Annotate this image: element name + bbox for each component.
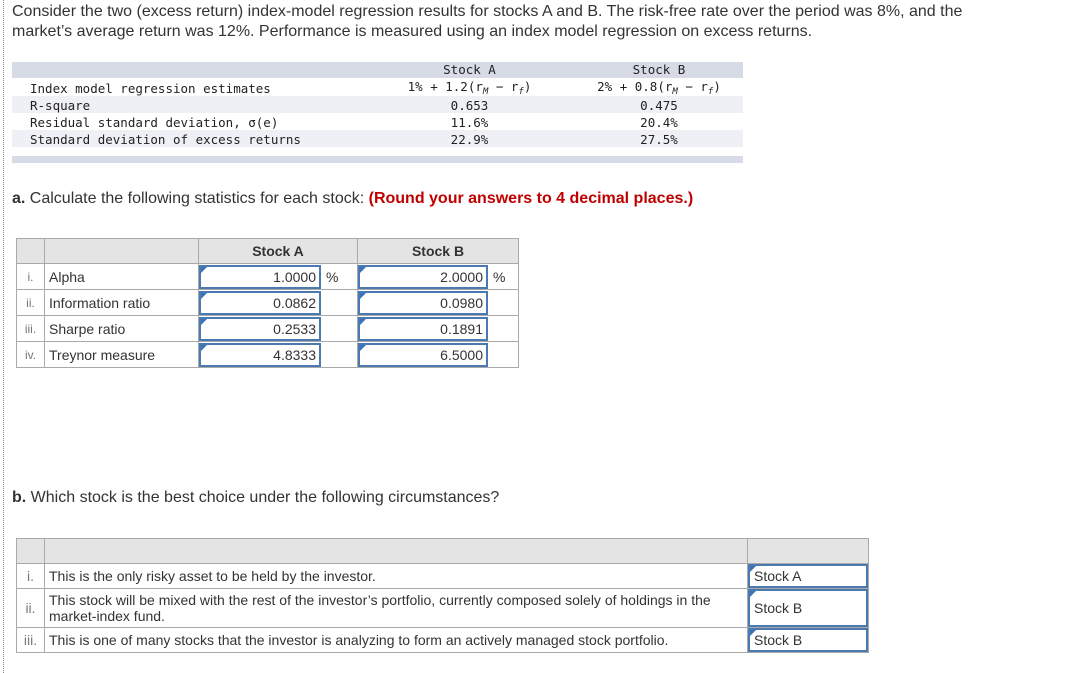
answer-1-value: Stock A	[754, 568, 802, 584]
alpha-b-value: 2.0000	[440, 268, 483, 285]
treynor-b-value: 6.5000	[440, 346, 483, 363]
answer-marker-icon	[360, 345, 366, 351]
part-a-rounding-instruction: (Round your answers to 4 decimal places.)	[368, 190, 694, 207]
row-num: iii.	[17, 628, 45, 653]
eq-b-mid: − r	[677, 79, 708, 94]
label-alpha: Alpha	[45, 264, 199, 290]
eq-a-mid: − r	[488, 79, 519, 94]
row-num: ii.	[17, 290, 45, 316]
header-empty-label	[45, 239, 199, 264]
dropdown-marker-icon	[750, 630, 756, 636]
cell-sharpe-b	[358, 316, 519, 342]
eq-a-sub-m: M	[482, 87, 489, 97]
cell-ir-a	[199, 290, 358, 316]
sharpe-ratio-stock-b-input[interactable]	[358, 317, 488, 341]
percent-unit: %	[326, 268, 339, 285]
answer-marker-icon	[360, 319, 366, 325]
part-b-answer-table	[16, 538, 869, 653]
row-num: iv.	[17, 342, 45, 368]
eq-a-prefix: 1% + 1.2(r	[407, 79, 483, 94]
information-ratio-stock-b-input[interactable]	[358, 291, 488, 315]
answer-select-actively-managed[interactable]	[748, 628, 868, 652]
part-a-question	[12, 190, 693, 208]
circumstance-only-risky-asset: This is the only risky asset to be held by the investor.	[45, 564, 748, 589]
circumstance-2-line-1: This stock will be mixed with the rest of the investor’s portfolio, currently composed solely of holdings in the	[49, 592, 711, 608]
answer-marker-icon	[201, 293, 207, 299]
header-empty-num	[17, 239, 45, 264]
left-dotted-rule	[3, 0, 4, 673]
header-empty-text	[45, 539, 748, 564]
equation-stock-a	[392, 79, 547, 100]
answer-select-mixed-with-index-fund[interactable]	[748, 589, 868, 627]
label-information-ratio: Information ratio	[45, 290, 199, 316]
cell-answer-2	[748, 589, 869, 628]
percent-unit: %	[493, 268, 506, 285]
label-residual-sd: Residual standard deviation, σ(e)	[30, 115, 279, 130]
value-excess-sd-a: 22.9%	[450, 132, 489, 147]
dropdown-marker-icon	[750, 566, 756, 572]
label-index-model: Index model regression estimates	[30, 81, 271, 96]
alpha-stock-b-input[interactable]	[358, 265, 488, 289]
part-a-answer-table	[16, 238, 519, 368]
part-b-prefix: b.	[12, 489, 27, 506]
cell-treynor-a	[199, 342, 358, 368]
problem-statement	[12, 2, 1072, 42]
eq-a-sub-f: f	[518, 87, 524, 97]
header-empty-num	[17, 539, 45, 564]
answer-3-value: Stock B	[754, 632, 803, 648]
label-excess-sd: Standard deviation of excess returns	[30, 132, 301, 147]
label-treynor-measure: Treynor measure	[45, 342, 199, 368]
sharpe-ratio-stock-a-input[interactable]	[199, 317, 321, 341]
answer-select-only-risky-asset[interactable]	[748, 564, 868, 588]
value-excess-sd-b: 27.5%	[640, 132, 678, 147]
answer-marker-icon	[201, 267, 207, 273]
part-b-question	[12, 489, 499, 507]
circumstance-mixed-with-index-fund	[45, 589, 748, 628]
label-sharpe-ratio: Sharpe ratio	[45, 316, 199, 342]
answer-marker-icon	[201, 319, 207, 325]
row-num: ii.	[17, 589, 45, 628]
answer-marker-icon	[360, 267, 366, 273]
cell-sharpe-a	[199, 316, 358, 342]
alpha-a-value: 1.0000	[273, 268, 316, 285]
dropdown-marker-icon	[750, 591, 756, 597]
label-r-square: R-square	[30, 98, 91, 113]
sharpe-a-value: 0.2533	[273, 320, 316, 337]
eq-b-close: )	[713, 79, 721, 94]
circumstance-2-line-2: market-index fund.	[49, 608, 165, 624]
cell-answer-3	[748, 628, 869, 653]
cell-alpha-a	[199, 264, 358, 290]
part-b-text: Which stock is the best choice under the following circumstances?	[26, 489, 500, 506]
value-r-square-b: 0.475	[640, 98, 678, 113]
cell-ir-b	[358, 290, 519, 316]
eq-b-prefix: 2% + 0.8(r	[597, 79, 673, 94]
eq-a-close: )	[523, 79, 532, 94]
col-header-stock-b: Stock B	[632, 62, 686, 77]
row-num: iii.	[17, 316, 45, 342]
sharpe-b-value: 0.1891	[440, 320, 483, 337]
col-header-stock-a: Stock A	[443, 62, 496, 77]
ir-b-value: 0.0980	[440, 294, 483, 311]
value-residual-sd-a: 11.6%	[450, 115, 489, 130]
information-ratio-stock-a-input[interactable]	[199, 291, 321, 315]
value-r-square-a: 0.653	[450, 98, 489, 113]
footer-band	[12, 156, 743, 163]
circumstance-actively-managed: This is one of many stocks that the investor is analyzing to form an actively managed stock portfolio.	[45, 628, 748, 653]
regression-estimates-table	[12, 62, 743, 164]
part-a-text: Calculate the following statistics for each stock:	[25, 190, 369, 207]
eq-b-sub-m: M	[672, 87, 678, 97]
row-num: i.	[17, 564, 45, 589]
ir-a-value: 0.0862	[273, 294, 316, 311]
treynor-measure-stock-b-input[interactable]	[358, 343, 488, 367]
part-a-prefix: a.	[12, 190, 26, 207]
answer-marker-icon	[360, 293, 366, 299]
cell-alpha-b	[358, 264, 519, 290]
value-residual-sd-b: 20.4%	[640, 115, 678, 130]
answer-2-value: Stock B	[754, 600, 803, 616]
problem-line-1: Consider the two (excess return) index-model regression results for stocks A and B. The risk-free rate over the period was 8%, and the	[12, 3, 963, 20]
treynor-measure-stock-a-input[interactable]	[199, 343, 321, 367]
eq-b-sub-f: f	[707, 87, 714, 97]
treynor-a-value: 4.8333	[273, 346, 316, 363]
row-num: i.	[17, 264, 45, 290]
answer-marker-icon	[201, 345, 207, 351]
equation-stock-b	[580, 79, 738, 100]
cell-treynor-b	[358, 342, 519, 368]
cell-answer-1	[748, 564, 869, 589]
header-stock-b: Stock B	[358, 239, 519, 264]
alpha-stock-a-input[interactable]	[199, 265, 321, 289]
header-stock-a: Stock A	[199, 239, 358, 264]
problem-line-2: market’s average return was 12%. Performance is measured using an index model regression on excess returns.	[12, 23, 813, 40]
header-empty-answer	[748, 539, 869, 564]
